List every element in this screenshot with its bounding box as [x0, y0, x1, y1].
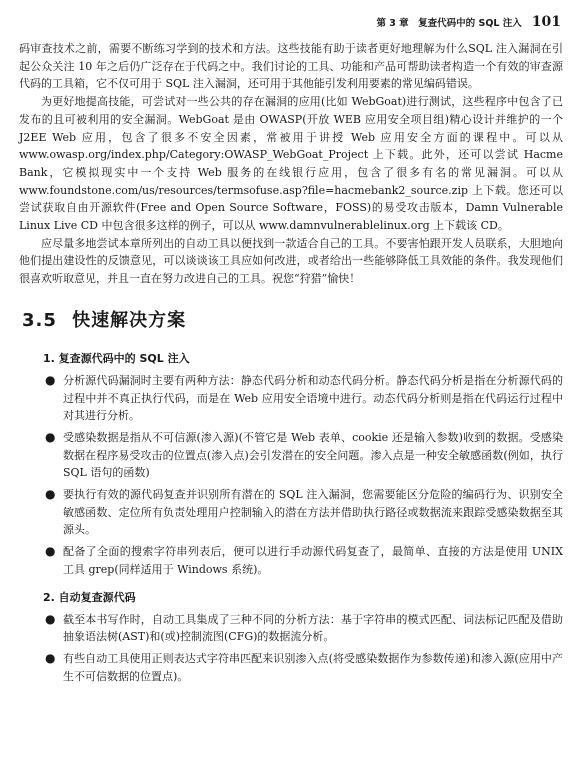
- bullet-icon: ●: [45, 650, 56, 665]
- bullet-icon: ●: [45, 544, 56, 559]
- page-number: 101: [531, 14, 561, 30]
- bullet-icon: ●: [45, 487, 56, 502]
- paragraph: 为更好地提高技能，可尝试对一些公共的存在漏洞的应用(比如 WebGoat)进行测试，这些程序中包含了已发布的且可被利用的安全漏洞。WebGoat 是由 OWASP(开放 WEB 应用安全项目组)精心设计并维护的一个 J2EE Web 应用，包含了很多不安全因素，常被用于讲授 Web 应用安全方面的课程中。可以从 www.owasp.org/index.php/Category:OWASP_WebGoat_Project 上下载。此外，还可以尝试 Hacme Bank，它模拟现实中一个支持 Web 服务的在线银行应用，包含了很多有名的常见漏洞。可以从 www.foundstone.com/us/resources/termsofuse.asp?file=hacmebank2_source.zip 上下载。您还可以尝试获取自由开源软件(Free and Open Source Software，FOSS)的易受攻击版本，Damn Vulnerable Linux Live CD 中包含很多这样的例子，可以从 www.damnvulnerablelinux.org 上下载该 CD。: [19, 95, 563, 233]
- section-number: 3.5: [22, 309, 57, 331]
- list-item: ● 分析源代码漏洞时主要有两种方法：静态代码分析和动态代码分析。静态代码分析是指在分析源代码的过程中并不真正执行代码，而是在 Web 应用安全语境中进行。动态代码分析则是指在代码运行过程中对其进行分析。: [45, 372, 563, 423]
- list-item: ● 受感染数据是指从不可信源(渗入源)(不管它是 Web 表单、cookie 还是输入参数)收到的数据。受感染数据在程序易受攻击的位置点(渗入点)会引发潜在的安全问题。渗入点是一种安全敏感函数(例如，执行 SQL 语句的函数): [45, 429, 563, 480]
- subsection-heading: 2. 自动复查源代码: [43, 590, 136, 604]
- list-item: ● 截至本书写作时，自动工具集成了三种不同的分析方法：基于字符串的模式匹配、词法标记匹配及借助抽象语法树(AST)和(或)控制流图(CFG)的数据流分析。: [45, 611, 563, 644]
- list-item: ● 要执行有效的源代码复查并识别所有潜在的 SQL 注入漏洞，您需要能区分危险的编码行为、识别安全敏感函数、定位所有负责处理用户控制输入的潜在方法并借助执行路径或数据流来跟踪受感染数据至其源头。: [45, 487, 563, 537]
- bullet-list: [19, 372, 563, 579]
- bullet-icon: ●: [45, 372, 56, 387]
- running-head: [376, 14, 561, 30]
- list-item: ● 有些自动工具使用正则表达式字符串匹配来识别渗入点(将受感染数据作为参数传递)和渗入源(应用中产生不可信数据的位置点)。: [45, 650, 563, 683]
- paragraph: 码审查技术之前，需要不断练习学到的技术和方法。这些技能有助于读者更好地理解为什么SQL 注入漏洞在引起公众关注 10 年之后仍广泛存在于代码之中。我们讨论的工具、功能和产品可帮助读者构造一个有效的审查源代码的工具箱，它不仅可用于 SQL 注入漏洞，还可用于其他能引发利用要素的常见编码错误。: [19, 42, 563, 91]
- paragraph: 应尽量多地尝试本章所列出的自动工具以便找到一款适合自己的工具。不要害怕跟开发人员联系，大胆地向他们提出建设性的反馈意见，可以谈谈该工具应如何改进，或者给出一些能够降低工具效能的条件。我发现他们很喜欢听取意见，并且一直在努力改进自己的工具。祝您“狩猎”愉快！: [19, 236, 563, 286]
- bullet-icon: ●: [45, 611, 56, 626]
- section-heading: [22, 306, 563, 332]
- bullet-icon: ●: [45, 429, 56, 444]
- list-item: ● 配备了全面的搜索字符串列表后，便可以进行手动源代码复查了，最简单、直接的方法是使用 UNIX 工具 grep(同样适用于 Windows 系统)。: [45, 544, 563, 576]
- bullet-list: [19, 611, 563, 686]
- section-title: 快速解决方案: [72, 309, 187, 331]
- body-text: [19, 40, 563, 689]
- subsection-heading: 1. 复查源代码中的 SQL 注入: [43, 351, 190, 365]
- chapter-title: 第 3 章 复查代码中的 SQL 注入: [376, 18, 522, 29]
